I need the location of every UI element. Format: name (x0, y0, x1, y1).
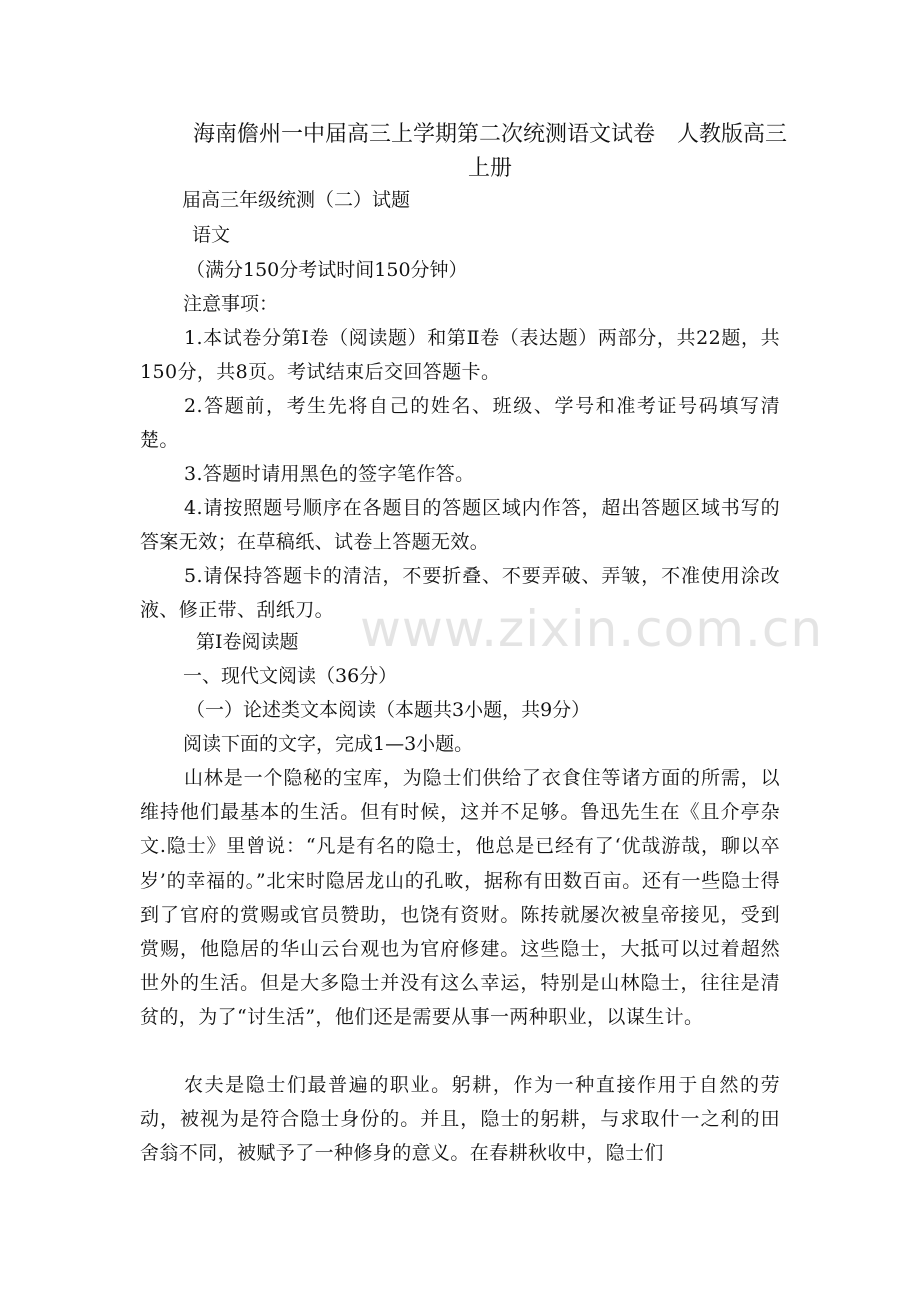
notice-item-1: 1.本试卷分第Ⅰ卷（阅读题）和第Ⅱ卷（表达题）两部分，共22题，共150分，共8页。考试结束后交回答题卡。 (140, 327, 780, 384)
passage-paragraph-1: 山林是一个隐秘的宝库，为隐士们供给了衣食住等诸方面的所需，以维持他们最基本的生活。但有时候，这并不足够。鲁迅先生在《且介亭杂文.隐士》里曾说：“凡是有名的隐士，他总是已经有了‘优哉游哉，聊以卒岁’的幸福的。”北宋时隐居龙山的孔畋，据称有田数百亩。还有一些隐士得到了官府的赏赐或官员赞助，也饶有资财。陈抟就屡次被皇帝接见，受到赏赐，他隐居的华山云台观也为官府修建。这些隐士，大抵可以过着超然世外的生活。但是大多隐士并没有这么幸运，特别是山林隐士，往往是清贫的，为了“讨生活”，他们还是需要从事一两种职业，以谋生计。 (140, 767, 780, 1029)
subsection-heading: （一）论述类文本阅读（本题共3小题，共9分） (186, 699, 591, 721)
exam-subject: 语文 (192, 224, 231, 246)
volume-heading: 第Ⅰ卷阅读题 (196, 631, 299, 653)
exam-subtitle: 届高三年级统测（二）试题 (182, 189, 411, 211)
title-line-1: 海南儋州一中届高三上学期第二次统测语文试卷 人教版高三 (192, 122, 787, 147)
section-heading: 一、现代文阅读（36分） (183, 665, 398, 687)
passage-paragraph-2: 农夫是隐士们最普遍的职业。躬耕，作为一种直接作用于自然的劳动，被视为是符合隐士身份的。并且，隐士的躬耕，与求取什一之利的田舍翁不同，被赋予了一种修身的意义。在春耕秋收中，隐士们 (140, 1074, 780, 1165)
reading-instruction: 阅读下面的文字，完成1—3小题。 (183, 733, 474, 755)
site-watermark: www.zixin.com.cn (360, 600, 824, 658)
notice-item-2: 2.答题前，考生先将自己的姓名、班级、学号和准考证号码填写清楚。 (140, 395, 780, 452)
notice-item-4: 4.请按照题号顺序在各题目的答题区域内作答，超出答题区域书写的答案无效；在草稿纸、试卷上答题无效。 (140, 497, 780, 554)
notice-item-5: 5.请保持答题卡的清洁，不要折叠、不要弄破、弄皱，不准使用涂改液、修正带、刮纸刀。 (140, 565, 780, 622)
notice-item-3: 3.答题时请用黑色的签字笔作答。 (184, 463, 475, 485)
title-line-2: 上册 (467, 156, 512, 181)
document-title (180, 118, 800, 186)
notice-heading: 注意事项： (183, 293, 279, 315)
exam-info: （满分150分考试时间150分钟） (186, 259, 468, 281)
